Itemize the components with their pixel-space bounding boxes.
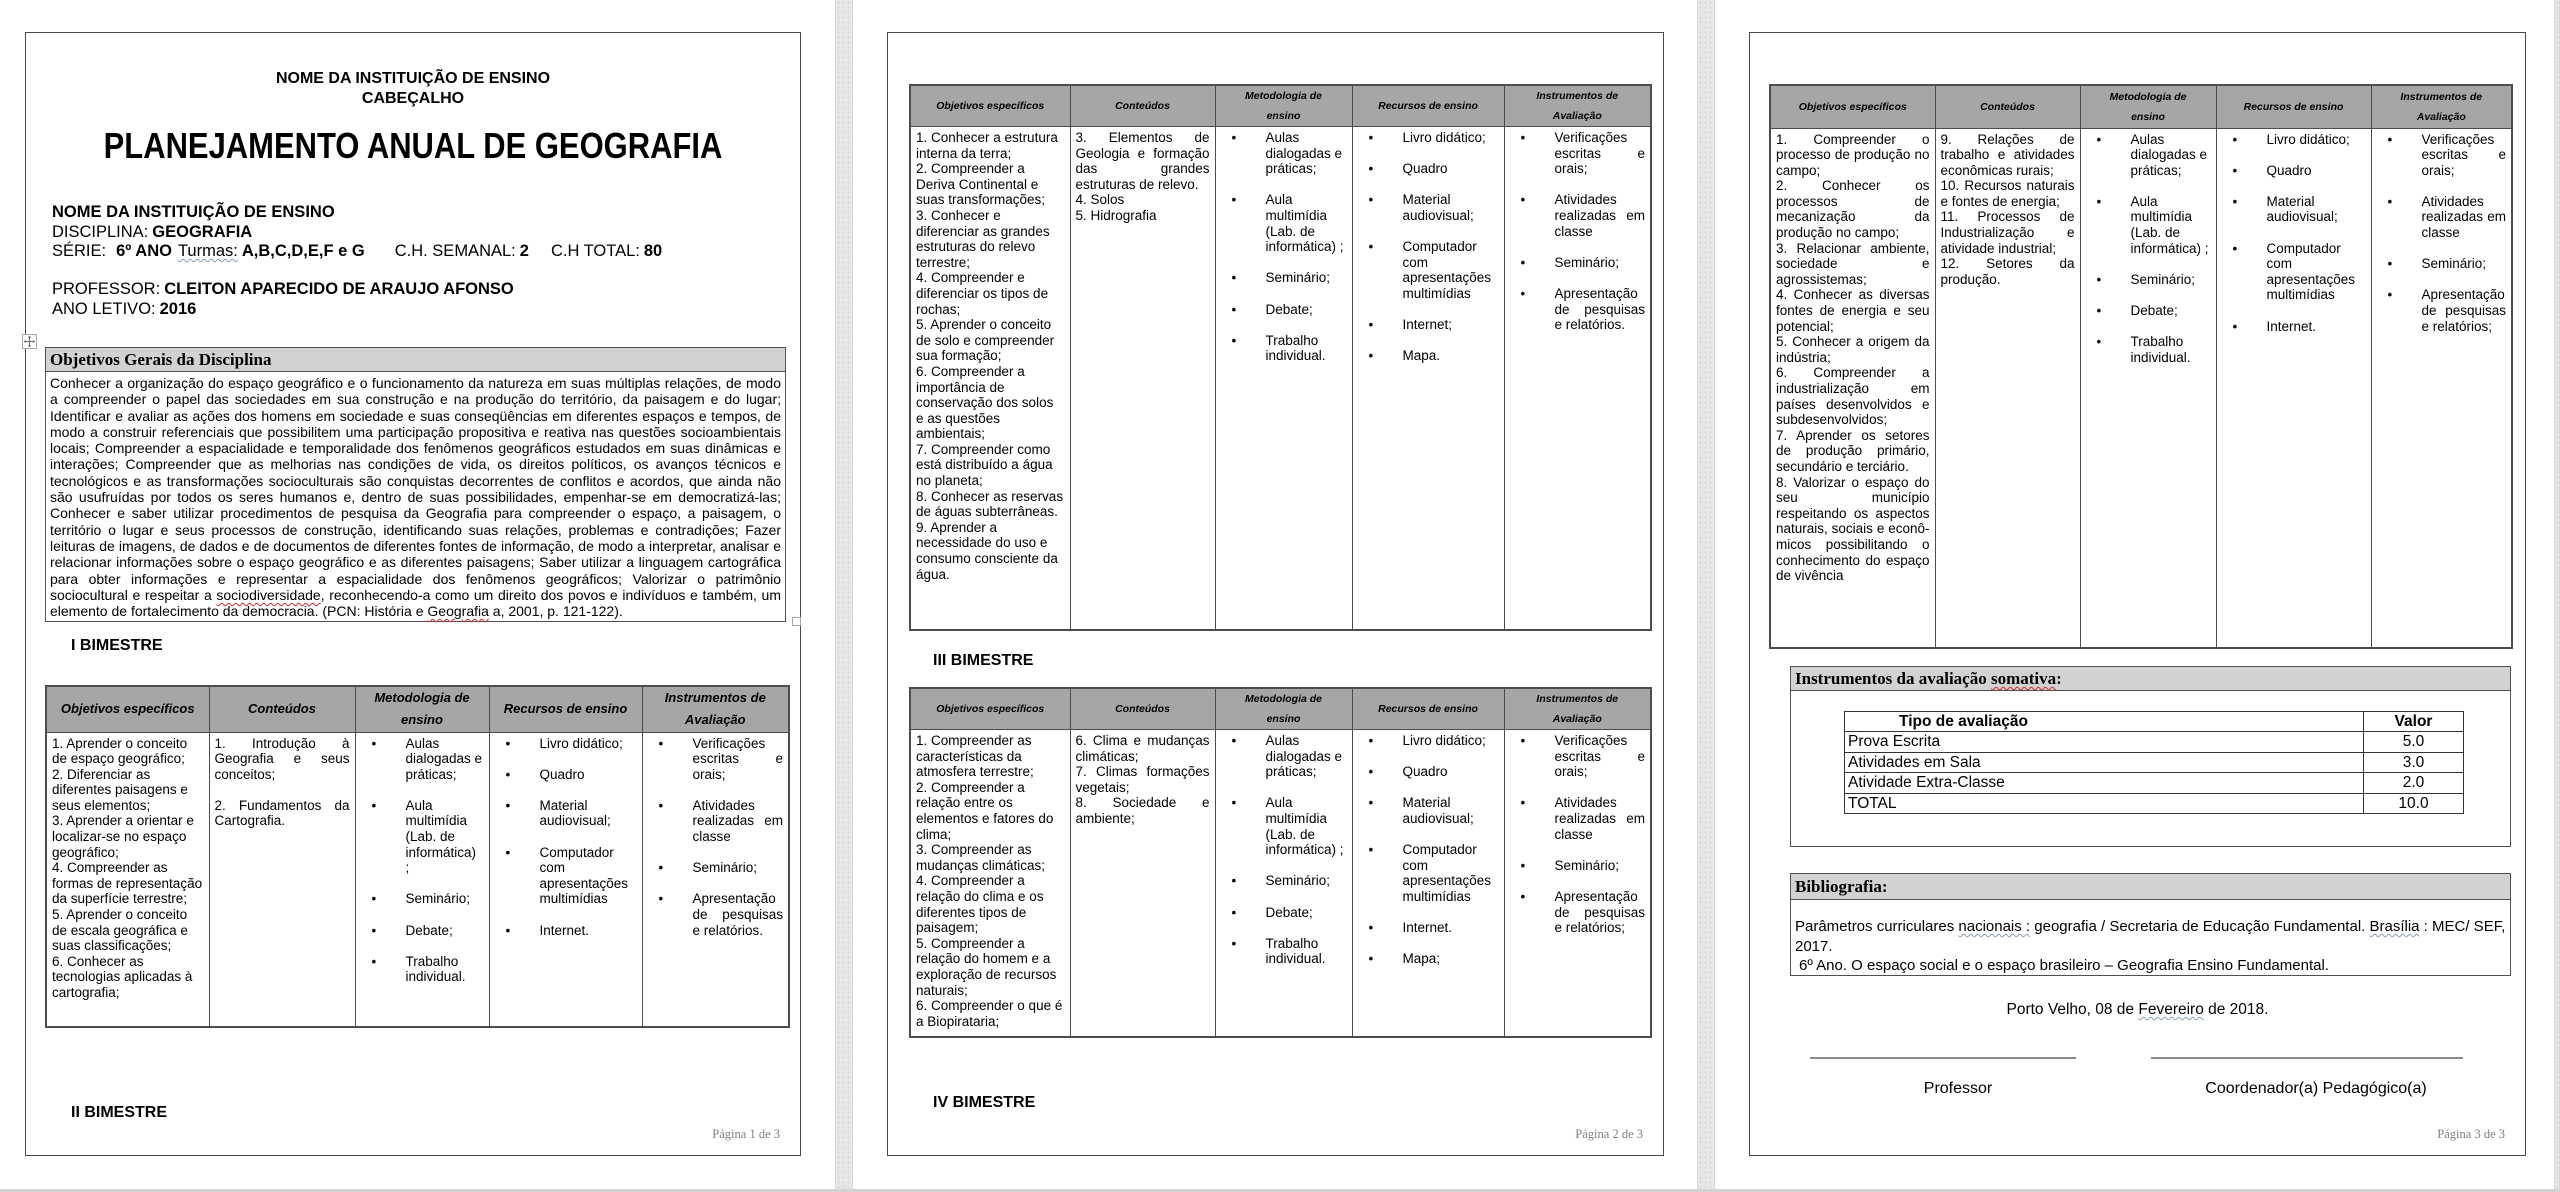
institution-name: NOME DA INSTITUIÇÃO DE ENSINO xyxy=(52,203,335,221)
bimestre-1-title: I BIMESTRE xyxy=(71,637,163,654)
objetivos-list xyxy=(1776,132,1930,584)
assessment-item: • Verificações escritas e orais; xyxy=(2422,132,2507,179)
assessment-header-row xyxy=(1845,712,2464,732)
objective-item: 4. Compreender e diferenciar os tipos de rochas; xyxy=(916,270,1049,317)
cell-metodologia xyxy=(1215,127,1352,631)
serie-label: SÉRIE: xyxy=(52,242,107,260)
coordinator-signature-label: Coordenador(a) Pedagógico(a) xyxy=(2205,1080,2427,1097)
resource-item: • Livro didático; xyxy=(2267,132,2366,148)
cell-objetivos xyxy=(910,730,1070,1038)
assessment-item: • Apresentação de pesquisas e relatórios. xyxy=(693,891,784,938)
objetivos-list xyxy=(916,733,1065,1029)
resource-item: • Material audiovisual; xyxy=(2267,194,2366,225)
assessment-values-table xyxy=(1844,711,2464,814)
resource-item: • Material audiovisual; xyxy=(1403,192,1499,223)
header-conteudos: Conteúdos xyxy=(1070,85,1215,127)
conteudos-list xyxy=(1076,733,1210,827)
resource-item: • Quadro xyxy=(1403,764,1499,780)
objective-item: 5. Compreender a relação do homem e a exploração de recursos naturais; xyxy=(916,935,1057,998)
objective-item: 8. Valorizar o espaço do seu município respeitando os aspectos naturais, sociais e econô- micos possibilitando o conhecimento do espaço de vivência xyxy=(1776,474,1930,584)
entry-part-flagged: nacionais : xyxy=(1958,918,2031,935)
assessment-item: • Seminário; xyxy=(1555,858,1646,874)
objective-item: 5. Aprender o conceito de solo e compreender sua formação; xyxy=(916,317,1055,364)
method-item: • Seminário; xyxy=(1266,873,1347,889)
summative-assessment-box xyxy=(1790,666,2511,847)
resource-item: • Livro didático; xyxy=(1403,130,1499,146)
page-3 xyxy=(1749,32,2526,1156)
plan-table-bimestre-2 xyxy=(909,84,1652,631)
professor-signature-label: Professor xyxy=(1923,1080,1993,1097)
objective-item: 3. Relacionar ambiente, sociedade e agrossistemas; xyxy=(1776,240,1930,287)
ano-letivo-label: ANO LETIVO: xyxy=(52,299,156,318)
assessment-item: • Atividades realizadas em classe xyxy=(693,798,784,845)
cell-objetivos xyxy=(1770,128,1935,648)
text-part-misspelled: Geografia xyxy=(427,603,489,620)
header-conteudos: Conteúdos xyxy=(1070,688,1215,730)
table-header-row xyxy=(1770,85,2512,128)
course-info xyxy=(52,203,662,262)
header-subtitle: CABEÇALHO xyxy=(361,90,465,107)
professor-signature-line xyxy=(1810,1057,2076,1059)
objective-item: 6. Conhecer as tecnologias aplicadas à cartografia; xyxy=(52,953,193,1000)
table-row xyxy=(910,730,1651,1038)
header-recursos: Recursos de ensino xyxy=(1352,85,1504,127)
content-item: 5. Hidrografia xyxy=(1075,207,1157,223)
method-item: • Aulas dialogadas e práticas; xyxy=(2131,132,2211,179)
resource-item: • Quadro xyxy=(540,767,637,783)
assessment-item: • Verificações escritas e orais; xyxy=(1555,733,1646,780)
objective-item: 2. Compreender a Deriva Continental e suas transformações; xyxy=(916,161,1046,208)
method-item: • Trabalho individual. xyxy=(406,954,484,985)
document-header xyxy=(26,69,800,109)
recursos-list xyxy=(2222,132,2366,335)
assessment-item: • Seminário; xyxy=(693,860,784,876)
resource-item: • Computador com apresentações multimídias xyxy=(1403,239,1499,301)
objective-item: 4. Compreender as formas de representação da superfície terrestre; xyxy=(52,860,203,907)
move-arrows-icon xyxy=(23,335,36,348)
date-part-flagged: Fevereiro xyxy=(2138,1001,2204,1018)
cell-conteudos xyxy=(1935,128,2080,648)
bimestre-2-title: II BIMESTRE xyxy=(71,1104,168,1121)
method-item: • Aulas dialogadas e práticas; xyxy=(1266,733,1347,780)
assessment-item: • Verificações escritas e orais; xyxy=(1555,130,1646,177)
title-part: : xyxy=(2056,669,2062,688)
content-item: 12. Setores da produção. xyxy=(1940,256,2075,287)
content-item: 9. Relações de trabalho e atividades econômicas rurais; xyxy=(1940,131,2075,178)
objective-item: 9. Aprender a necessidade do uso e consumo consciente da água. xyxy=(916,519,1058,582)
method-item: • Aula multimídia (Lab. de informática) ; xyxy=(406,798,484,876)
resource-item: • Computador com apresentações multimídias xyxy=(2267,241,2366,303)
table-header-row xyxy=(910,688,1651,730)
cell-recursos xyxy=(2216,128,2371,648)
ch-semanal-value: 2 xyxy=(519,242,529,260)
header-recursos: Recursos de ensino xyxy=(1352,688,1504,730)
cell-metodologia xyxy=(2080,128,2216,648)
page-number: Página 1 de 3 xyxy=(712,1127,780,1141)
resource-item: • Quadro xyxy=(2267,163,2366,179)
table-move-handle-icon[interactable] xyxy=(22,334,37,349)
objective-item: 2. Compreender a relação entre os elementos e fatores do clima; xyxy=(916,779,1054,842)
bibliography-entry xyxy=(1795,917,2506,956)
content-item: 11. Processos de Industrialização e atividade industrial; xyxy=(1940,209,2075,256)
resource-item: • Livro didático; xyxy=(540,736,637,752)
serie-value: 6º ANO xyxy=(116,242,172,260)
general-objectives-title: Objetivos Gerais da Disciplina xyxy=(46,348,785,372)
resource-item: • Computador com apresentações multimídias xyxy=(540,845,637,907)
table-row xyxy=(46,732,789,1027)
header-instrumentos: Instrumentos de Avaliação xyxy=(1504,85,1651,127)
header-conteudos: Conteúdos xyxy=(209,686,355,732)
assessment-value: 10.0 xyxy=(2364,793,2464,813)
assessment-item: • Apresentação de pesquisas e relatórios; xyxy=(1555,889,1646,936)
teacher-info xyxy=(52,280,514,319)
disciplina-label: DISCIPLINA: xyxy=(52,222,149,241)
content-item: 2. Fundamentos da Cartografia. xyxy=(214,797,350,829)
vertical-scrollbar[interactable] xyxy=(2554,0,2560,1189)
header-conteudos: Conteúdos xyxy=(1935,85,2080,128)
cell-recursos xyxy=(1352,730,1504,1038)
objective-item: 5. Aprender o conceito de escala geográfica e suas classificações; xyxy=(52,907,188,954)
table-header-row xyxy=(46,686,789,732)
ch-total-value: 80 xyxy=(643,242,663,260)
objective-item: 7. Aprender os setores de produção primário, secundário e terciário. xyxy=(1776,427,1930,474)
bibliography-title: Bibliografia: xyxy=(1791,874,2510,900)
assessment-value: 5.0 xyxy=(2364,732,2464,752)
method-item: • Aulas dialogadas e práticas; xyxy=(406,736,484,783)
general-objectives-box xyxy=(45,347,786,622)
bibliography-entry: 6º Ano. O espaço social e o espaço brasileiro – Geografia Ensino Fundamental. xyxy=(1799,957,2329,974)
cell-recursos xyxy=(1352,127,1504,631)
objective-item: 3. Compreender as mudanças climáticas; xyxy=(916,842,1046,873)
date-part: de 2018. xyxy=(2203,1001,2269,1018)
cell-recursos xyxy=(489,732,642,1027)
info-disciplina xyxy=(52,223,662,243)
objective-item: 6. Compreender a importância de conservação dos solos e as questões ambientais; xyxy=(916,363,1054,442)
method-item: • Aulas dialogadas e práticas; xyxy=(1266,130,1347,177)
page-title: PLANEJAMENTO ANUAL DE GEOGRAFIA xyxy=(103,125,723,166)
assessment-type: Prova Escrita xyxy=(1845,732,2364,752)
objective-item: 3. Conhecer e diferenciar as grandes estruturas do relevo terrestre; xyxy=(916,207,1050,270)
entry-part-flagged: Brasília xyxy=(2369,918,2420,935)
assessment-row xyxy=(1845,773,2464,793)
recursos-list xyxy=(1358,130,1499,364)
professor-label: PROFESSOR: xyxy=(52,280,161,298)
assessment-item: • Atividades realizadas em classe xyxy=(1555,795,1646,842)
content-item: 4. Solos xyxy=(1075,192,1125,208)
assessment-value: 3.0 xyxy=(2364,752,2464,772)
method-item: • Trabalho individual. xyxy=(1266,936,1347,967)
page-number: Página 3 de 3 xyxy=(2437,1127,2505,1141)
plan-table-bimestre-1 xyxy=(45,685,790,1028)
objective-item: 4. Compreender a relação do clima e os diferentes tipos de paisagem; xyxy=(916,873,1044,936)
assessment-item: • Apresentação de pesquisas e relatórios. xyxy=(1555,286,1646,333)
table-resize-handle[interactable] xyxy=(792,617,801,626)
resource-item: • Livro didático; xyxy=(1403,733,1499,749)
method-item: • Trabalho individual. xyxy=(1266,333,1347,364)
professor-value: CLEITON APARECIDO DE ARAUJO AFONSO xyxy=(164,280,514,298)
bibliography-entries xyxy=(1791,900,2510,976)
place-and-date xyxy=(1750,1001,2525,1019)
method-item: • Debate; xyxy=(1266,905,1347,921)
header-instrumentos: Instrumentos de Avaliação xyxy=(2371,85,2512,128)
objective-item: 6. Compreender o que é a Biopirataria; xyxy=(916,998,1063,1029)
cell-objetivos xyxy=(910,127,1070,631)
assessment-item: • Apresentação de pesquisas e relatórios; xyxy=(2422,287,2507,334)
header-metodologia: Metodologia de ensino xyxy=(355,686,489,732)
ano-letivo-value: 2016 xyxy=(159,299,197,318)
cell-conteudos xyxy=(1070,127,1215,631)
resource-item: • Internet. xyxy=(2267,319,2366,335)
cell-conteudos xyxy=(209,732,355,1027)
conteudos-list xyxy=(215,736,350,830)
method-item: • Debate; xyxy=(1266,302,1347,318)
recursos-list xyxy=(1358,733,1499,967)
turmas-value: A,B,C,D,E,F e G xyxy=(241,242,365,260)
info-professor xyxy=(52,280,514,300)
header-objetivos: Objetivos específicos xyxy=(910,85,1070,127)
assessment-type: Atividades em Sala xyxy=(1845,752,2364,772)
metodologia-list xyxy=(361,736,484,986)
page-1 xyxy=(25,32,801,1156)
objective-item: 3. Aprender a orientar e localizar-se no espaço geográfico; xyxy=(52,813,194,860)
cell-instrumentos xyxy=(1504,730,1651,1038)
text-part: Conhecer a organização do espaço geográfico e o funcionamento da natureza em suas múltiplas relações, de modo a compreender o papel das sociedades em sua construção e na produção do território, da paisagem e do lugar; Identificar e avaliar as ações dos homens em sociedade e suas conseqüências em diferentes espaços e tempos, de modo a construir referenciais que possibilitem uma participação propositiva e reativa nas questões socioambientais locais; Compreender a espacialidade e temporalidade dos fenômenos geográficos estudados em suas dinâmicas e interações; Compreender que as melhorias nas condições de vida, os direitos políticos, os avanços técnicos e tecnológicos e as transformações socioculturais são conquistas decorrentes de conflitos e acordos, que ainda não são usufruídas por todos os seres humanos e, dentro de suas possibilidades, empenhar-se em democratizá-las; Conhecer e saber utilizar procedimentos de pesquisa da Geografia para compreender o espaço, a paisagem, o território o lugar e seus processos de construção, identificando suas relações, problemas e contradições; Fazer leituras de imagens, de dados e de documentos de diferentes fontes de informação, de modo a interpretar, analisar e relacionar informações sobre o espaço geográfico e as diferentes paisagens; Saber utilizar a linguagem cartográfica para obter informações e representar a espacialidade dos fenômenos geográficos; Valorizar o patrimônio sociocultural e respeitar a xyxy=(50,375,781,603)
method-item: • Seminário; xyxy=(1266,270,1347,286)
cell-instrumentos xyxy=(2371,128,2512,648)
assessment-item: • Seminário; xyxy=(1555,255,1646,271)
text-part-misspelled: sociodiversidade xyxy=(216,586,321,603)
content-item: 3. Elementos de Geologia e formação das grandes estruturas de relevo. xyxy=(1075,130,1210,192)
method-item: • Seminário; xyxy=(406,891,484,907)
bibliography-box xyxy=(1790,873,2511,976)
header-instrumentos: Instrumentos de Avaliação xyxy=(1504,688,1651,730)
objective-item: 5. Conhecer a origem da indústria; xyxy=(1776,334,1930,365)
objective-item: 4. Conhecer as diversas fontes de energia e seu potencial; xyxy=(1776,287,1930,334)
objective-item: 1. Compreender as características da atmosfera terrestre; xyxy=(916,733,1034,780)
info-serie xyxy=(52,242,662,262)
instrumentos-list xyxy=(2377,132,2507,335)
objetivos-list xyxy=(916,130,1065,582)
recursos-list xyxy=(495,736,637,939)
content-item: 1. Introdução à Geografia e seus conceitos; xyxy=(214,735,350,782)
instrumentos-list xyxy=(1510,130,1646,333)
conteudos-list xyxy=(1941,132,2075,288)
resource-item: • Material audiovisual; xyxy=(540,798,637,829)
method-item: • Aula multimídia (Lab. de informática) ; xyxy=(1266,192,1347,254)
page-gap xyxy=(835,0,853,1189)
objective-item: 8. Conhecer as reservas de águas subterrâneas. xyxy=(916,488,1064,520)
resource-item: • Internet; xyxy=(1403,317,1499,333)
metodologia-list xyxy=(2086,132,2211,366)
text-part: , reconhecendo-a como um direito dos povos e indivíduos e também, um elemento de fortalecimento da democracia. (PCN: História e xyxy=(50,586,781,620)
header-instrumentos: Instrumentos de Avaliação xyxy=(642,686,789,732)
entry-part: geografia / Secretaria de Educação Fundamental. xyxy=(2030,918,2370,935)
general-objectives-text xyxy=(46,372,785,621)
ch-semanal-label: C.H. SEMANAL: xyxy=(394,242,516,260)
method-item: • Trabalho individual. xyxy=(2131,334,2211,365)
text-part: a, 2001, p. 121-122). xyxy=(488,603,623,620)
table-row xyxy=(910,127,1651,631)
header-metodologia: Metodologia de ensino xyxy=(1215,85,1352,127)
header-objetivos: Objetivos específicos xyxy=(910,688,1070,730)
cell-metodologia xyxy=(1215,730,1352,1038)
page-gap xyxy=(1697,0,1715,1189)
assessment-item: • Verificações escritas e orais; xyxy=(693,736,784,783)
assessment-value: 2.0 xyxy=(2364,773,2464,793)
bimestre-4-title: IV BIMESTRE xyxy=(933,1094,1036,1111)
header-recursos: Recursos de ensino xyxy=(489,686,642,732)
conteudos-list xyxy=(1076,130,1210,224)
assessment-row xyxy=(1845,752,2464,772)
resource-item: • Internet. xyxy=(1403,920,1499,936)
instrumentos-list xyxy=(1510,733,1646,936)
assessment-item: • Seminário; xyxy=(2422,256,2507,272)
content-item: 7. Climas formações vegetais; xyxy=(1075,764,1210,795)
objetivos-list xyxy=(52,736,204,1001)
objective-item: 7. Compreender como está distribuído a água no planeta; xyxy=(916,441,1053,489)
cell-objetivos xyxy=(46,732,209,1027)
method-item: • Aula multimídia (Lab. de informática) ; xyxy=(2131,194,2211,256)
method-item: • Aula multimídia (Lab. de informática) ; xyxy=(1266,795,1347,857)
info-institution xyxy=(52,203,662,223)
plan-table-bimestre-3 xyxy=(909,687,1652,1038)
header-tipo: Tipo de avaliação xyxy=(1845,712,2364,732)
cell-conteudos xyxy=(1070,730,1215,1038)
metodologia-list xyxy=(1221,733,1347,967)
bimestre-3-title: III BIMESTRE xyxy=(933,652,1034,669)
assessment-item: • Atividades realizadas em classe xyxy=(1555,192,1646,239)
metodologia-list xyxy=(1221,130,1347,364)
cell-instrumentos xyxy=(642,732,789,1027)
disciplina-value: GEOGRAFIA xyxy=(152,222,253,241)
table-row xyxy=(1770,128,2512,648)
resource-item: • Quadro xyxy=(1403,161,1499,177)
resource-item: • Computador com apresentações multimídias xyxy=(1403,842,1499,904)
page-2 xyxy=(887,32,1664,1156)
objective-item: 6. Compreender a industrialização em países desenvolvidos e subdesenvolvidos; xyxy=(1776,365,1930,428)
content-item: 10. Recursos naturais e fontes de energia; xyxy=(1940,178,2075,209)
method-item: • Debate; xyxy=(406,923,484,939)
assessment-type: Atividade Extra-Classe xyxy=(1845,773,2364,793)
method-item: • Debate; xyxy=(2131,303,2211,319)
cell-instrumentos xyxy=(1504,127,1651,631)
assessment-total-row xyxy=(1845,793,2464,813)
summative-assessment-title xyxy=(1791,667,2510,691)
assessment-item: • Atividades realizadas em classe xyxy=(2422,194,2507,241)
resource-item: • Material audiovisual; xyxy=(1403,795,1499,826)
resource-item: • Mapa. xyxy=(1403,348,1499,364)
content-item: 8. Sociedade e ambiente; xyxy=(1075,795,1210,826)
date-part: Porto Velho, 08 de xyxy=(2006,1001,2139,1018)
entry-part: : MEC/ SEF, 2017. xyxy=(1795,918,2506,955)
header-metodologia: Metodologia de ensino xyxy=(2080,85,2216,128)
table-header-row xyxy=(910,85,1651,127)
cell-metodologia xyxy=(355,732,489,1027)
assessment-type: TOTAL xyxy=(1845,793,2364,813)
resource-item: • Internet. xyxy=(540,923,637,939)
header-metodologia: Metodologia de ensino xyxy=(1215,688,1352,730)
objective-item: 1. Conhecer a estrutura interna da terra; xyxy=(916,130,1058,161)
title-part: Instrumentos da avaliação xyxy=(1795,669,1991,688)
instrumentos-list xyxy=(648,736,784,939)
content-item: 6. Clima e mudanças climáticas; xyxy=(1075,733,1210,764)
entry-part: Parâmetros curriculares xyxy=(1795,918,1959,935)
info-ano-letivo xyxy=(52,300,514,320)
header-objetivos: Objetivos específicos xyxy=(46,686,209,732)
method-item: • Seminário; xyxy=(2131,272,2211,288)
objective-item: 1. Aprender o conceito de espaço geográfico; xyxy=(52,735,188,767)
ch-total-label: C.H TOTAL: xyxy=(550,242,640,260)
header-valor: Valor xyxy=(2364,712,2464,732)
page-number: Página 2 de 3 xyxy=(1575,1127,1643,1141)
plan-table-bimestre-4 xyxy=(1769,84,2513,649)
resource-item: • Mapa; xyxy=(1403,951,1499,967)
objective-item: 2. Diferenciar as diferentes paisagens e seus elementos; xyxy=(52,766,188,813)
objective-item: 1. Compreender o processo de produção no campo; xyxy=(1776,131,1930,178)
header-objetivos: Objetivos específicos xyxy=(1770,85,1935,128)
objective-item: 2. Conhecer os processos de mecanização da produção no campo; xyxy=(1776,178,1930,241)
assessment-row xyxy=(1845,732,2464,752)
turmas-label: Turmas: xyxy=(177,242,238,260)
coordinator-signature-line xyxy=(2151,1057,2463,1059)
header-institution: NOME DA INSTITUIÇÃO DE ENSINO xyxy=(275,70,551,87)
header-recursos: Recursos de ensino xyxy=(2216,85,2371,128)
title-part-misspelled: somativa xyxy=(1990,669,2057,688)
